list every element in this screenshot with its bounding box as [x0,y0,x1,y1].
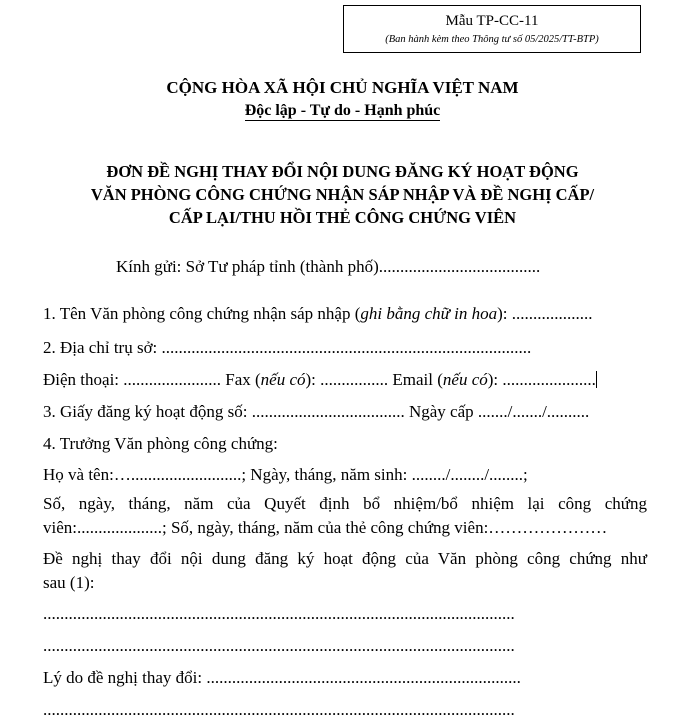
form-issuance-note: (Ban hành kèm theo Thông tư số 05/2025/TT-BTP) [385,34,599,45]
document-title-line-1: ĐƠN ĐỀ NGHỊ THAY ĐỔI NỘI DUNG ĐĂNG KÝ HOẠT ĐỘNG [106,162,579,181]
document-title-line-2: VĂN PHÒNG CÔNG CHỨNG NHẬN SÁP NHẬP VÀ ĐỀ NGHỊ CẤP/ [90,185,595,204]
appointment-decision-line-1: Số, ngày, tháng, năm của Quyết định bổ nhiệm/bổ nhiệm lại công chứng [43,494,647,513]
dotted-line: ............................................................................................................... [43,636,515,655]
change-reason-line: Lý do đề nghị thay đổi: .......................................................................... [43,668,521,687]
document-title-line-3: CẤP LẠI/THU HỒI THẺ CÔNG CHỨNG VIÊN [168,208,517,227]
text-cursor [596,371,597,388]
office-address-line: 2. Địa chỉ trụ sở: ....................................................................................... [43,338,532,357]
dotted-line: ............................................................................................................... [43,700,515,719]
recipient-line: Kính gửi: Sở Tư pháp tỉnh (thành phố)...................................... [116,257,541,276]
national-title: CỘNG HÒA XÃ HỘI CHỦ NGHĨA VIỆT NAM [166,78,519,97]
registration-certificate-line: 3. Giấy đăng ký hoạt động số: .................................... Ngày cấp ......./......./.......... [43,402,590,421]
national-motto: Độc lập - Tự do - Hạnh phúc [244,102,441,119]
dotted-line: ............................................................................................................... [43,604,515,623]
contact-line: Điện thoại: ....................... Fax (nếu có): ................ Email (nếu có): ...................... [43,370,596,389]
change-request-line-2: sau (1): [43,573,95,592]
office-head-heading: 4. Trưởng Văn phòng công chứng: [43,434,278,453]
appointment-decision-line-2: viên:....................; Số, ngày, tháng, năm của thẻ công chứng viên:………………… [43,518,608,537]
form-code-box [343,5,641,53]
change-request-line-1: Đề nghị thay đổi nội dung đăng ký hoạt động của Văn phòng công chứng như [43,549,647,568]
office-name-line: 1. Tên Văn phòng công chứng nhận sáp nhập (ghi bằng chữ in hoa): ................... [43,304,593,323]
form-code: Mẫu TP-CC-11 [445,13,539,29]
head-name-line: Họ và tên:…..........................; Ngày, tháng, năm sinh: ......../......../........; [43,465,528,484]
